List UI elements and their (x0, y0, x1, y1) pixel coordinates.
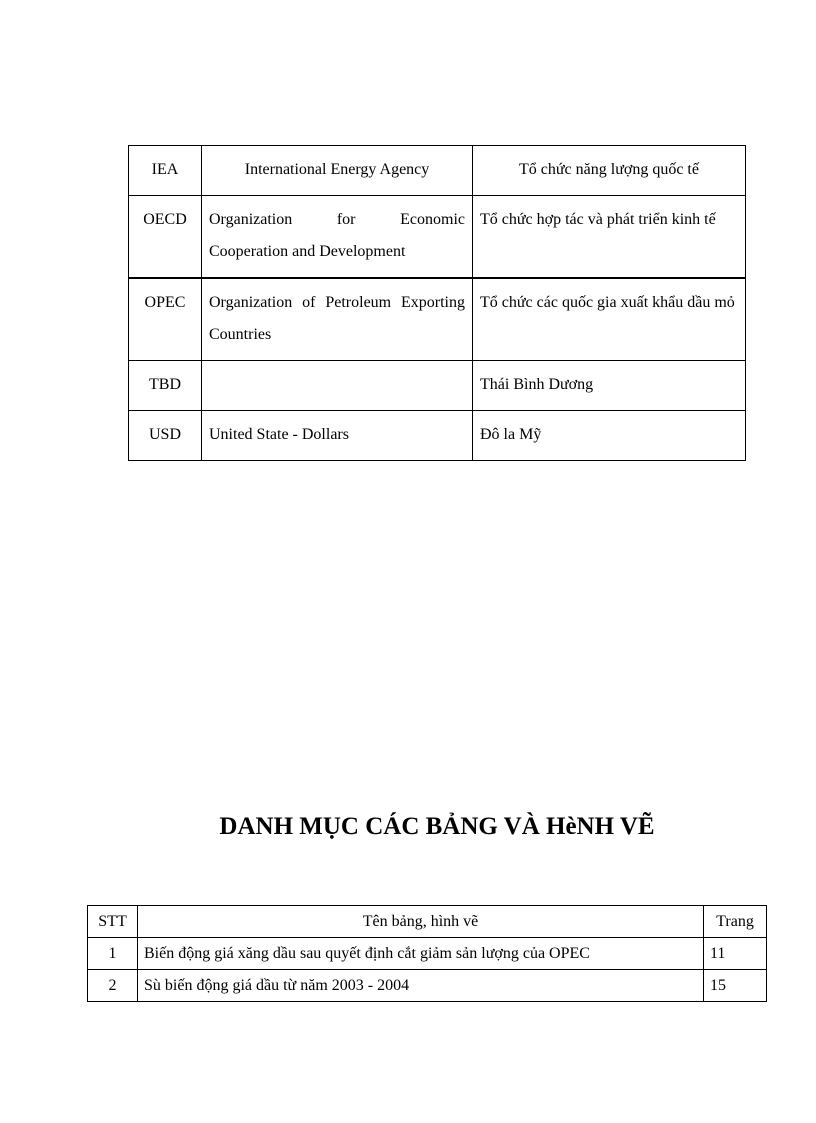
list-row-stt: 1 (88, 938, 138, 970)
header-page: Trang (704, 906, 767, 938)
abbreviation-english: International Energy Agency (202, 146, 473, 196)
abbreviation-english: Organization for Economic Cooperation and Development (202, 196, 473, 279)
list-row-stt: 2 (88, 970, 138, 1002)
list-header-row (88, 906, 767, 938)
abbreviation-english: United State - Dollars (202, 411, 473, 461)
abbreviation-table (128, 145, 746, 461)
abbreviation-english: Organization of Petroleum Exporting Countries (202, 278, 473, 361)
abbreviation-english (202, 361, 473, 411)
abbreviation-row (129, 361, 746, 411)
abbreviation-vietnamese: Tổ chức hợp tác và phát triển kinh tế (473, 196, 746, 279)
abbreviation-code: OECD (129, 196, 202, 279)
header-name: Tên bảng, hình vẽ (138, 906, 704, 938)
abbreviation-code: IEA (129, 146, 202, 196)
abbreviation-code: OPEC (129, 278, 202, 361)
list-row-page: 11 (704, 938, 767, 970)
list-row-name: Sù biến động giá dầu từ năm 2003 - 2004 (138, 970, 704, 1002)
list-row (88, 970, 767, 1002)
abbreviation-vietnamese: Tổ chức năng lượng quốc tế (473, 146, 746, 196)
abbreviation-row (129, 278, 746, 361)
list-row (88, 938, 767, 970)
list-heading: DANH MỤC CÁC BẢNG VÀ HèNH VẼ (219, 813, 655, 840)
header-stt: STT (88, 906, 138, 938)
list-row-name: Biến động giá xăng dầu sau quyết định cắt giảm sản lượng của OPEC (138, 938, 704, 970)
abbreviation-row (129, 411, 746, 461)
abbreviation-vietnamese: Đô la Mỹ (473, 411, 746, 461)
figures-list-table (87, 905, 767, 1002)
abbreviation-row (129, 196, 746, 279)
list-row-page: 15 (704, 970, 767, 1002)
abbreviation-vietnamese: Tổ chức các quốc gia xuất khẩu dầu mỏ (473, 278, 746, 361)
abbreviation-code: USD (129, 411, 202, 461)
abbreviation-row (129, 146, 746, 196)
abbreviation-vietnamese: Thái Bình Dương (473, 361, 746, 411)
abbreviation-code: TBD (129, 361, 202, 411)
